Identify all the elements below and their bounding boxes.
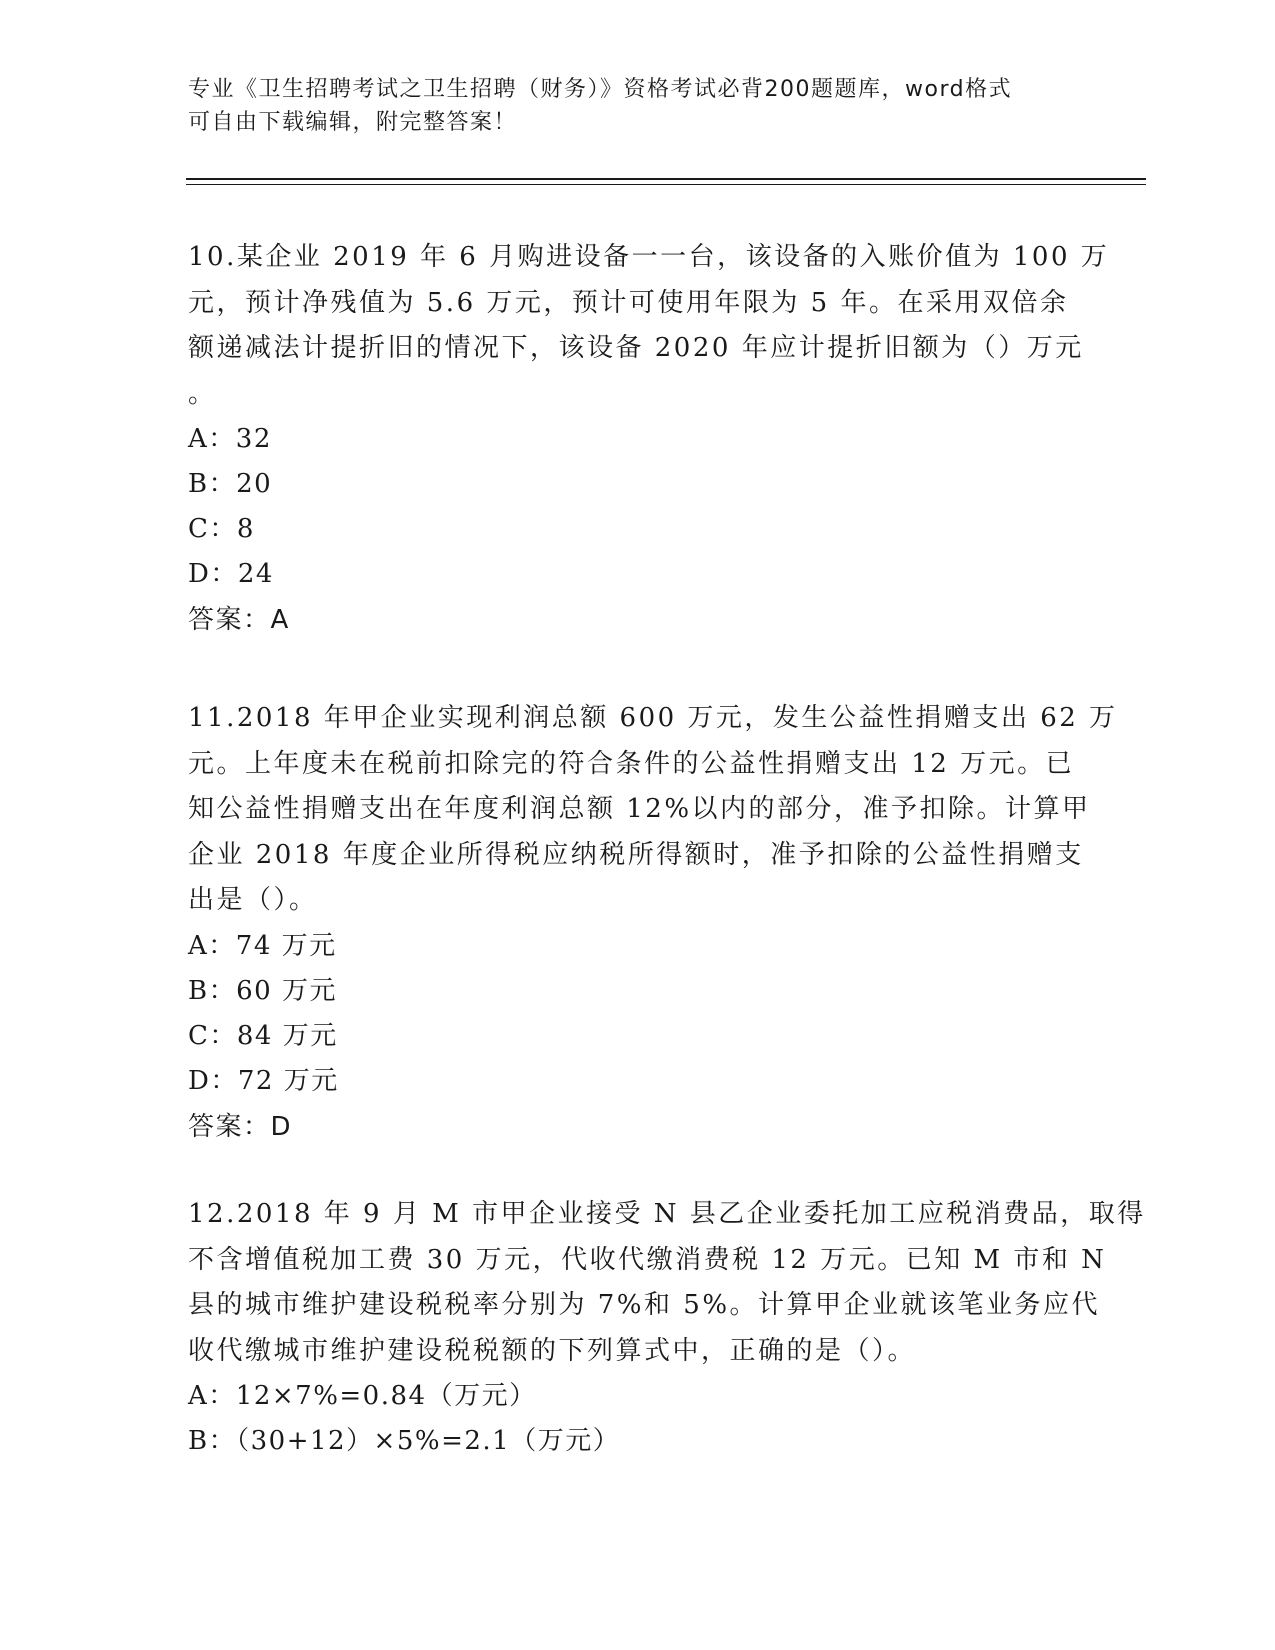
option-a: A：74 万元 [188, 930, 337, 961]
header-title-line-2: 可自由下载编辑，附完整答案！ [188, 110, 518, 135]
question-text-line: 元，预计净残值为 5.6 万元，预计可使用年限为 5 年。在采用双倍余 [188, 287, 1069, 318]
question-text-line: 出是（）。 [188, 885, 318, 915]
question-10 [188, 235, 1110, 643]
question-text-line: 10.某企业 2019 年 6 月购进设备一一台，该设备的入账价值为 100 万 [188, 242, 1110, 272]
option-a: A：12×7%=0.84（万元） [188, 1381, 537, 1411]
header-divider-thick [186, 178, 1146, 180]
option-b: B：（30+12）×5%=2.1（万元） [188, 1426, 621, 1456]
option-c: C：8 [188, 514, 255, 544]
option-c: C：84 万元 [188, 1020, 338, 1051]
document-header [188, 73, 1068, 139]
question-text-line: 11.2018 年甲企业实现利润总额 600 万元，发生公益性捐赠支出 62 万 [188, 703, 1118, 733]
option-b: B：20 [188, 469, 273, 499]
question-text-line: 企业 2018 年度企业所得税应纳税所得额时，准予扣除的公益性捐赠支 [188, 839, 1084, 870]
question-text-line: 12.2018 年 9 月 M 市甲企业接受 N 县乙企业委托加工应税消费品，取得 [188, 1199, 1146, 1229]
question-text-line: 。 [188, 378, 217, 409]
question-text-line: 额递减法计提折旧的情况下，该设备 2020 年应计提折旧额为（）万元 [188, 333, 1084, 363]
option-b: B：60 万元 [188, 975, 337, 1006]
question-11 [188, 696, 1118, 1150]
question-text-line: 知公益性捐赠支出在年度利润总额 12%以内的部分，准予扣除。计算甲 [188, 794, 1091, 824]
question-text-line: 县的城市维护建设税税率分别为 7%和 5%。计算甲企业就该笔业务应代 [188, 1290, 1101, 1320]
question-text-line: 不含增值税加工费 30 万元，代收代缴消费税 12 万元。已知 M 市和 N [188, 1244, 1107, 1275]
answer-label: 答案：D [188, 1111, 293, 1142]
question-text-line: 收代缴城市维护建设税税额的下列算式中，正确的是（）。 [188, 1335, 917, 1366]
option-a: A：32 [188, 424, 272, 454]
question-text [188, 235, 1110, 417]
question-text-line: 元。上年度未在税前扣除完的符合条件的公益性捐赠支出 12 万元。已 [188, 748, 1075, 779]
question-text [188, 1192, 1146, 1374]
header-title-line-1: 专业《卫生招聘考试之卫生招聘（财务）》资格考试必背200题题库，word格式 [188, 77, 1013, 102]
option-d: D：72 万元 [188, 1065, 339, 1096]
option-d: D：24 [188, 559, 274, 589]
header-divider-thin [186, 184, 1146, 185]
question-text [188, 696, 1118, 924]
question-12 [188, 1192, 1146, 1464]
answer-label: 答案：A [188, 605, 290, 635]
